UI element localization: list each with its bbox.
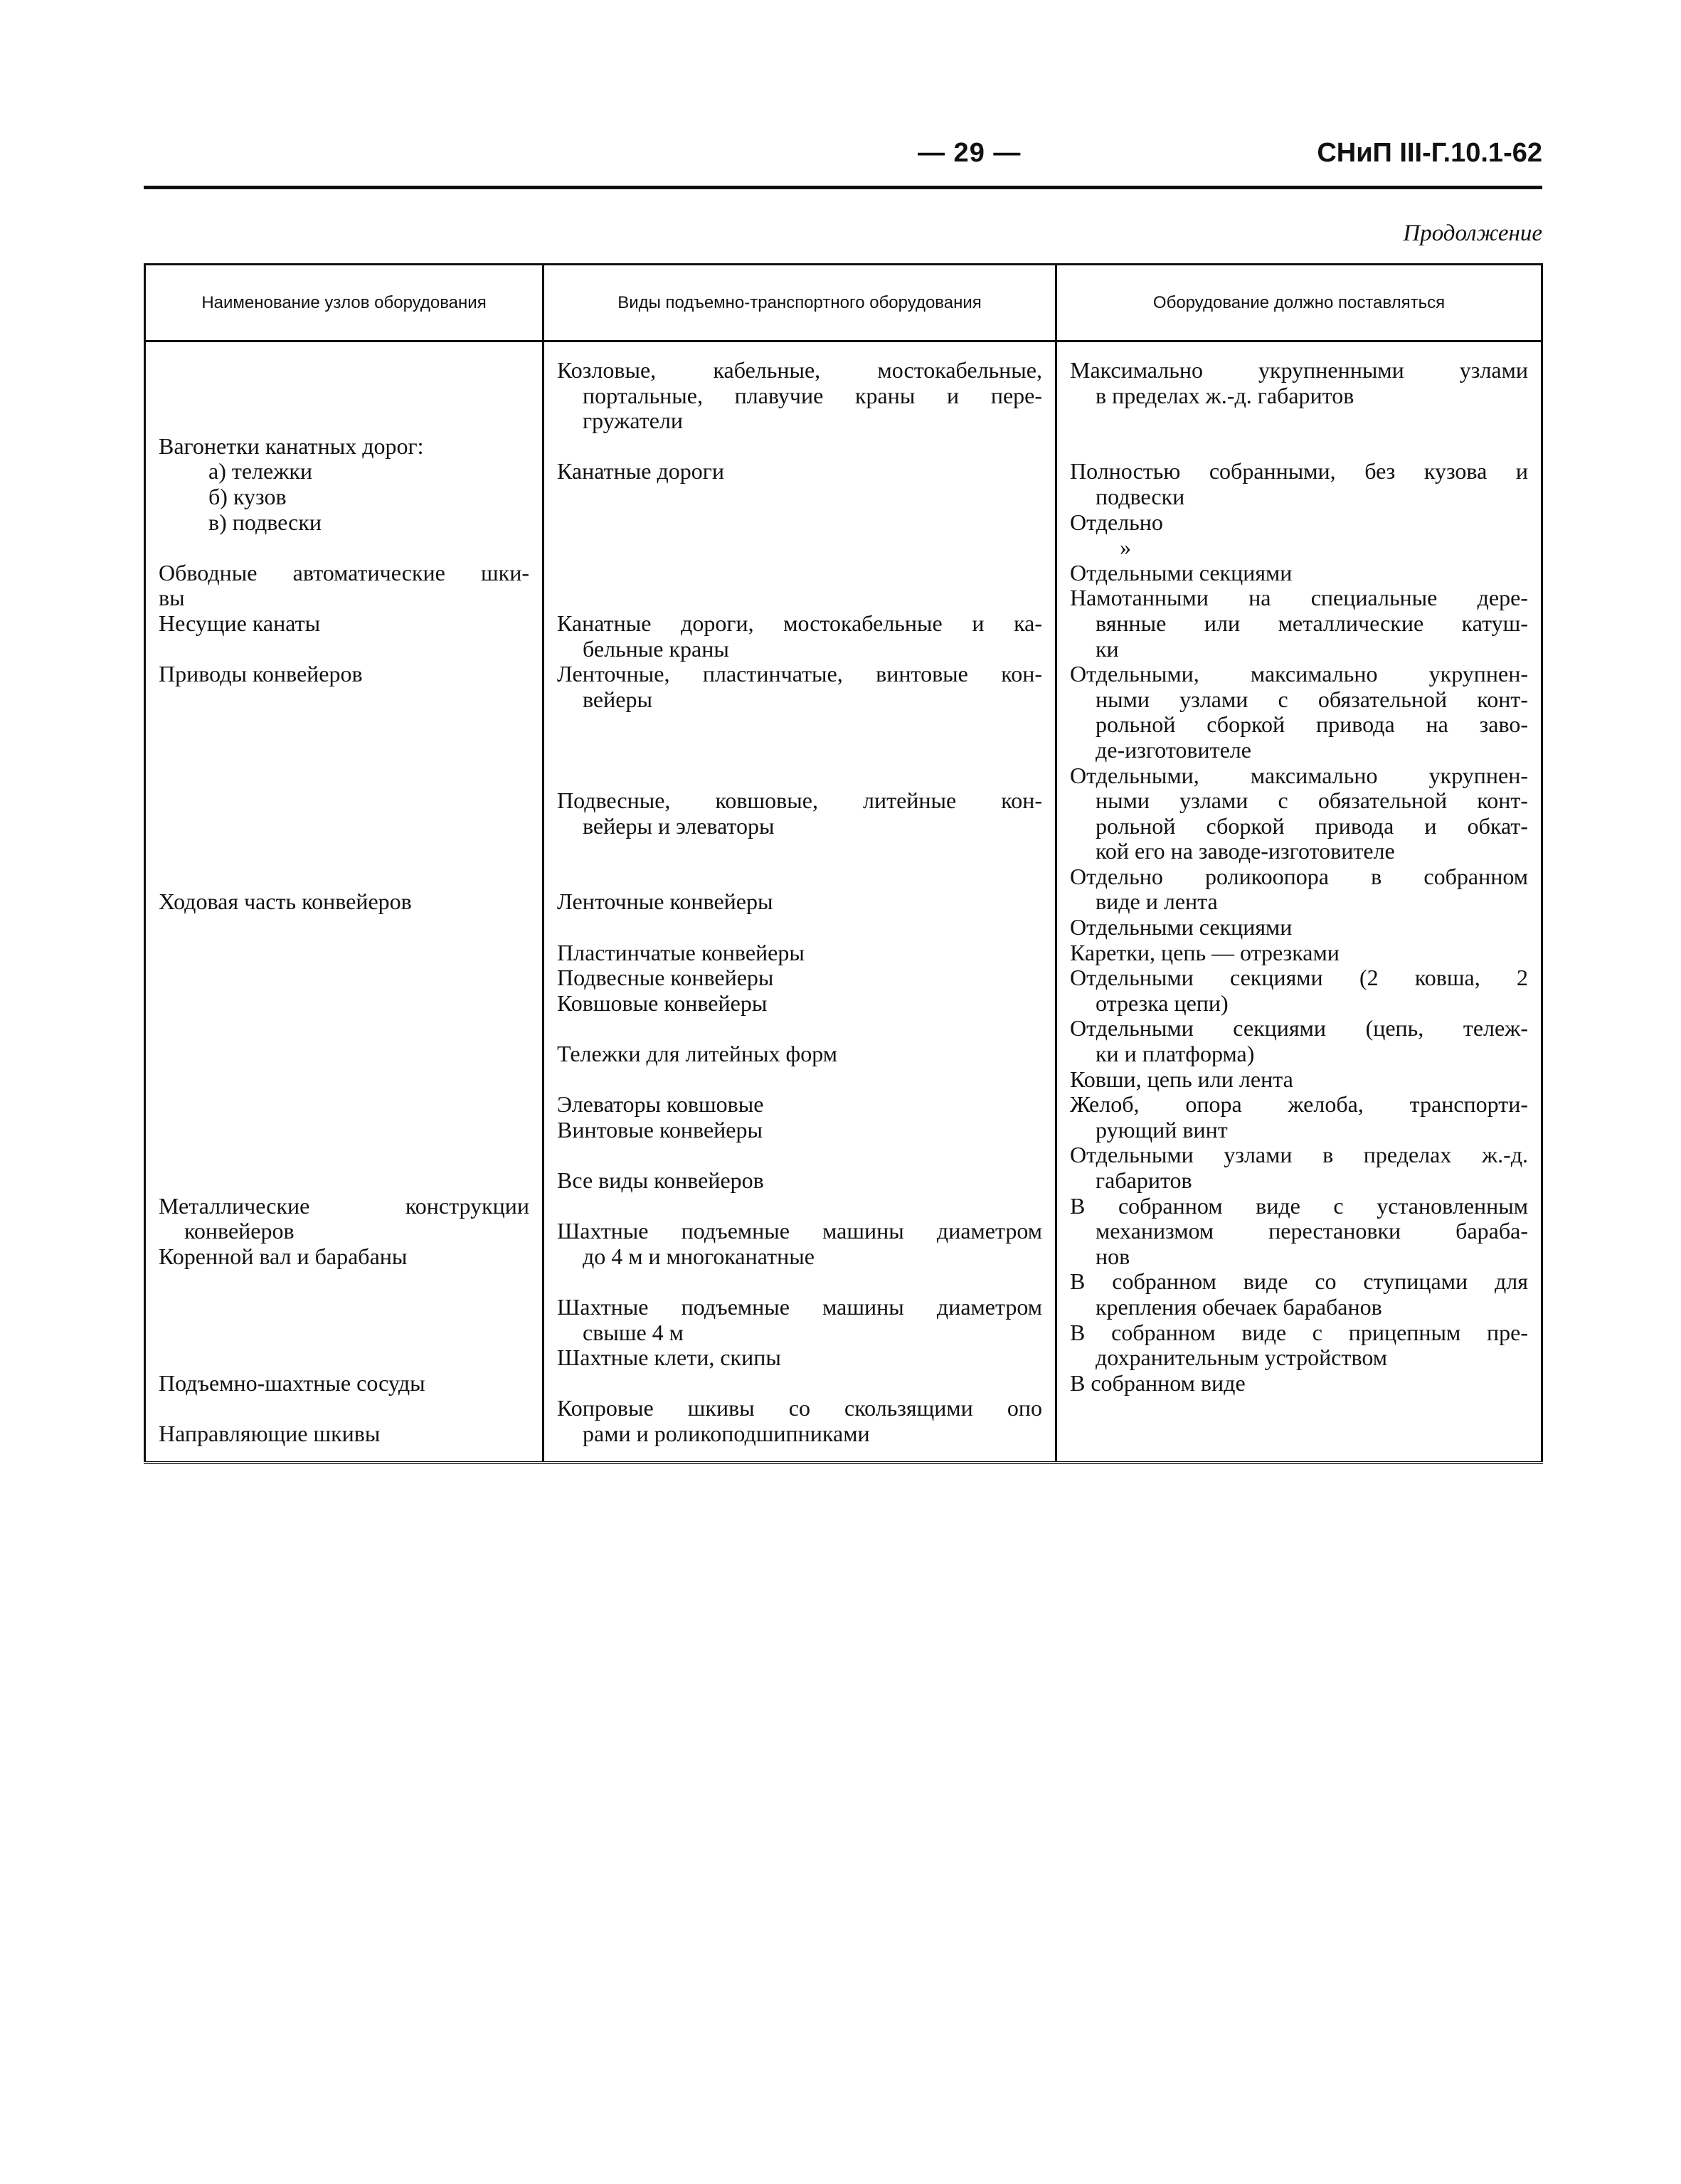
- word: кузова: [1423, 458, 1488, 484]
- word: пластинчатые,: [702, 661, 843, 687]
- word: плавучие: [734, 382, 824, 408]
- unit-name-line: [159, 940, 529, 966]
- delivery-form-line: [1070, 1269, 1528, 1295]
- word: машины: [822, 1218, 904, 1244]
- equipment-type-line: [557, 561, 1042, 586]
- word: с: [1333, 1192, 1344, 1219]
- unit-name-line: [159, 561, 529, 586]
- delivery-form-line: [1070, 1092, 1528, 1118]
- delivery-form-line: [1070, 712, 1528, 738]
- unit-name-line: Коренной вал и барабаны: [159, 1243, 408, 1269]
- word: собранном: [1112, 1268, 1216, 1295]
- delivery-form-line: де-изготовителе: [1096, 736, 1251, 763]
- word: для: [1495, 1268, 1528, 1295]
- equipment-type-line: свыше 4 м: [583, 1319, 684, 1345]
- delivery-form-line: Отдельными секциями: [1070, 559, 1293, 585]
- word: металлические: [1278, 610, 1424, 636]
- word: кон-: [1001, 661, 1042, 687]
- unit-name-line: [159, 965, 529, 991]
- equipment-type-line: бельные краны: [583, 635, 729, 662]
- equipment-type-line: [557, 1194, 1042, 1219]
- equipment-type-line: [557, 383, 1042, 409]
- word: укрупнен-: [1428, 661, 1528, 687]
- unit-name-line: [159, 358, 529, 383]
- unit-name-line: [159, 535, 529, 561]
- word: обязательной: [1317, 686, 1448, 712]
- delivery-form-line: габаритов: [1096, 1167, 1192, 1193]
- equipment-type-line: [557, 738, 1042, 763]
- word: кабельные,: [713, 357, 821, 383]
- unit-name-line: Несущие канаты: [159, 610, 321, 636]
- word: рольной: [1096, 711, 1176, 738]
- word: виде: [1243, 1268, 1288, 1295]
- delivery-form-line: [1070, 864, 1528, 890]
- delivery-form-line: [1070, 408, 1528, 434]
- word: Канатные: [557, 610, 652, 636]
- word: Шахтные: [557, 1293, 649, 1320]
- unit-name-line: [159, 788, 529, 814]
- word: мостокабельные: [783, 610, 943, 636]
- unit-name-line: [159, 712, 529, 738]
- word: В: [1070, 1268, 1086, 1295]
- unit-name-line: [159, 1143, 529, 1168]
- delivery-form-line: [1070, 662, 1528, 687]
- equipment-type-line: рами и роликоподшипниками: [583, 1420, 870, 1446]
- word: укрупнен-: [1428, 762, 1528, 788]
- word: опо: [1007, 1395, 1042, 1421]
- equipment-type-line: [557, 788, 1042, 814]
- word: краны: [855, 382, 916, 408]
- word: (2: [1359, 965, 1379, 991]
- unit-name-line: [159, 1016, 529, 1041]
- word: желоба,: [1288, 1091, 1364, 1118]
- unit-name-line: [159, 408, 529, 434]
- delivery-form-line: Ковши, цепь или лента: [1070, 1066, 1293, 1092]
- word: дере-: [1477, 585, 1528, 611]
- delivery-form-line: Каретки, цепь — отрезками: [1070, 939, 1340, 965]
- word: максимально: [1250, 762, 1378, 788]
- word: с: [1312, 1319, 1322, 1345]
- word: транспорти-: [1409, 1091, 1528, 1118]
- word: Козловые,: [557, 357, 657, 383]
- equipment-type-line: [557, 484, 1042, 510]
- delivery-form-line: кой его на заводе-изготовителе: [1096, 838, 1395, 864]
- equipment-type-line: до 4 м и многоканатные: [583, 1243, 815, 1269]
- word: бараба-: [1455, 1218, 1528, 1244]
- equipment-type-line: Винтовые конвейеры: [557, 1116, 763, 1143]
- equipment-type-line: [557, 611, 1042, 637]
- delivery-form-line: [1070, 788, 1528, 814]
- word: ковшовые,: [715, 788, 818, 814]
- word: Отдельными,: [1070, 661, 1199, 687]
- column-equipment-types: [543, 341, 1056, 1463]
- unit-name-line: [159, 991, 529, 1017]
- word: обязательной: [1317, 788, 1448, 814]
- word: диаметром: [936, 1218, 1042, 1244]
- word: в: [1322, 1142, 1334, 1168]
- word: Шахтные: [557, 1218, 649, 1244]
- equipment-type-line: [557, 1371, 1042, 1396]
- word: узлами: [1179, 788, 1248, 814]
- word: шки-: [481, 559, 529, 585]
- word: В: [1070, 1319, 1086, 1345]
- equipment-type-line: Шахтные клети, скипы: [557, 1345, 781, 1371]
- equipment-type-line: [557, 535, 1042, 561]
- unit-name-line: [159, 839, 529, 864]
- unit-name-line: [159, 1295, 529, 1320]
- equipment-type-line: [557, 510, 1042, 536]
- word: узлами: [1179, 686, 1248, 712]
- word: Отдельными: [1070, 1142, 1194, 1168]
- equipment-type-line: [557, 864, 1042, 890]
- word: Ленточные,: [557, 661, 670, 687]
- table-header-row: [145, 265, 1542, 341]
- unit-name-line: Вагонетки канатных дорог:: [159, 433, 424, 459]
- word: машины: [822, 1293, 904, 1320]
- unit-name-line: [159, 1067, 529, 1093]
- word: рольной: [1096, 812, 1176, 839]
- word: максимально: [1250, 661, 1378, 687]
- equipment-type-line: вейеры: [583, 686, 652, 712]
- word: укрупненными: [1258, 357, 1404, 383]
- word: с: [1278, 686, 1288, 712]
- equipment-type-line: гружатели: [583, 408, 684, 434]
- word: собранном: [1118, 1192, 1223, 1219]
- unit-name-line: [159, 864, 529, 890]
- word: В: [1070, 1192, 1086, 1219]
- equipment-type-line: [557, 585, 1042, 611]
- equipment-type-line: Подвесные конвейеры: [557, 965, 774, 991]
- delivery-form-line: В собранном виде: [1070, 1369, 1246, 1396]
- unit-name-line: [159, 1269, 529, 1295]
- equipment-delivery-table: [144, 263, 1543, 1464]
- header-equipment-type: Виды подъемно-транспортного оборудования: [543, 265, 1056, 341]
- delivery-form-line: Отдельными секциями: [1070, 914, 1293, 940]
- unit-names-list: [146, 342, 542, 1461]
- word: конт-: [1477, 686, 1528, 712]
- table-body-row: [145, 341, 1542, 1463]
- word: ступицами: [1363, 1268, 1468, 1295]
- word: конт-: [1477, 788, 1528, 814]
- delivery-form-line: Отдельно: [1070, 509, 1163, 535]
- column-unit-names: [145, 341, 543, 1463]
- unit-name-line: [159, 1396, 529, 1421]
- unit-name-line: [159, 915, 529, 940]
- delivery-form-line: [1070, 1320, 1528, 1346]
- word: Полностью: [1070, 458, 1181, 484]
- word: Подвесные,: [557, 788, 671, 814]
- word: Копровые: [557, 1395, 654, 1421]
- equipment-type-line: Все виды конвейеров: [557, 1167, 764, 1193]
- header-unit-name: Наименование узлов оборудования: [145, 265, 543, 341]
- unit-name-line: в) подвески: [208, 509, 322, 535]
- word: винтовые: [876, 661, 968, 687]
- equipment-type-line: вейеры и элеваторы: [583, 812, 775, 839]
- word: Отдельными: [1070, 1015, 1194, 1041]
- word: пере-: [990, 382, 1042, 408]
- equipment-type-line: Канатные дороги: [557, 458, 724, 484]
- word: конструкции: [405, 1192, 529, 1219]
- word: на: [1426, 711, 1448, 738]
- unit-name-line: [159, 1168, 529, 1194]
- equipment-type-line: [557, 712, 1042, 738]
- delivery-form-line: [1070, 1143, 1528, 1168]
- delivery-form-line: »: [1120, 534, 1131, 561]
- word: установленным: [1377, 1192, 1528, 1219]
- word: Отдельными,: [1070, 762, 1199, 788]
- word: Обводные: [159, 559, 258, 585]
- delivery-form-line: [1070, 687, 1528, 713]
- word: опора: [1185, 1091, 1242, 1118]
- word: заво-: [1479, 711, 1528, 738]
- equipment-type-line: [557, 358, 1042, 383]
- word: ными: [1096, 686, 1150, 712]
- word: с: [1278, 788, 1288, 814]
- unit-name-line: Направляющие шкивы: [159, 1420, 381, 1446]
- equipment-type-line: [557, 1016, 1042, 1041]
- word: или: [1204, 610, 1241, 636]
- equipment-type-line: [557, 915, 1042, 940]
- delivery-form-line: [1070, 965, 1528, 991]
- word: катуш-: [1461, 610, 1528, 636]
- unit-name-line: Ходовая часть конвейеров: [159, 889, 412, 915]
- word: привода: [1315, 812, 1394, 839]
- word: тележ-: [1463, 1015, 1528, 1041]
- delivery-form-line: [1070, 1219, 1528, 1244]
- word: со: [788, 1395, 810, 1421]
- page-number: — 29 —: [918, 138, 1022, 168]
- delivery-form-line: отрезка цепи): [1096, 990, 1229, 1016]
- equipment-type-line: [557, 839, 1042, 864]
- equipment-type-line: [557, 662, 1042, 687]
- word: на: [1248, 585, 1271, 611]
- word: привода: [1315, 711, 1395, 738]
- unit-name-line: [159, 1041, 529, 1067]
- delivery-form-line: [1070, 611, 1528, 637]
- word: роликоопора: [1205, 863, 1329, 889]
- word: собранном: [1111, 1319, 1216, 1345]
- equipment-type-line: Пластинчатые конвейеры: [557, 939, 805, 965]
- word: мостокабельные,: [877, 357, 1042, 383]
- word: пределах: [1363, 1142, 1452, 1168]
- word: секциями: [1229, 965, 1323, 991]
- delivery-form-line: [1070, 763, 1528, 789]
- word: и: [1515, 458, 1528, 484]
- equipment-type-line: [557, 1295, 1042, 1320]
- word: в: [1371, 863, 1382, 889]
- equipment-type-line: [557, 1067, 1042, 1093]
- unit-name-line: а) тележки: [208, 458, 312, 484]
- page-header: [144, 135, 1542, 192]
- delivery-form-line: нов: [1096, 1243, 1130, 1269]
- word: собранном: [1423, 863, 1528, 889]
- word: перестановки: [1268, 1218, 1401, 1244]
- word: скользящими: [844, 1395, 973, 1421]
- word: Намотанными: [1070, 585, 1209, 611]
- word: (цепь,: [1365, 1015, 1424, 1041]
- unit-name-line: конвейеров: [184, 1218, 295, 1244]
- word: сборкой: [1206, 812, 1285, 839]
- delivery-form-line: [1070, 814, 1528, 839]
- word: автоматические: [292, 559, 445, 585]
- unit-name-line: [159, 687, 529, 713]
- word: собранными,: [1209, 458, 1336, 484]
- unit-name-line: [159, 814, 529, 839]
- word: узлами: [1224, 1142, 1293, 1168]
- word: кон-: [1001, 788, 1042, 814]
- unit-name-line: вы: [159, 585, 185, 611]
- delivery-form-line: [1070, 1016, 1528, 1041]
- equipment-type-line: Тележки для литейных форм: [557, 1041, 837, 1067]
- unit-name-line: [159, 763, 529, 789]
- word: 2: [1517, 965, 1528, 991]
- equipment-type-line: [557, 763, 1042, 789]
- unit-name-line: [159, 637, 529, 662]
- unit-name-line: [159, 1345, 529, 1371]
- header-delivery-form: Оборудование должно поставляться: [1056, 265, 1542, 341]
- word: и: [972, 610, 985, 636]
- word: узлами: [1459, 357, 1528, 383]
- word: и: [947, 382, 960, 408]
- equipment-type-line: [557, 1396, 1042, 1421]
- word: Отдельно: [1070, 863, 1163, 889]
- word: виде: [1256, 1192, 1300, 1219]
- delivery-forms-list: [1057, 342, 1541, 1410]
- word: ковша,: [1414, 965, 1480, 991]
- header-rule: [144, 186, 1542, 189]
- word: Желоб,: [1070, 1091, 1140, 1118]
- delivery-form-line: подвески: [1096, 483, 1185, 509]
- word: Металлические: [159, 1192, 310, 1219]
- word: и: [1424, 812, 1437, 839]
- word: литейные: [863, 788, 957, 814]
- delivery-form-line: виде и лента: [1096, 889, 1218, 915]
- word: механизмом: [1096, 1218, 1214, 1244]
- unit-name-line: Приводы конвейеров: [159, 661, 363, 687]
- equipment-type-line: [557, 1143, 1042, 1168]
- word: диаметром: [936, 1293, 1042, 1320]
- word: со: [1315, 1268, 1337, 1295]
- unit-name-line: [159, 1092, 529, 1118]
- equipment-types-list: [544, 342, 1055, 1461]
- delivery-form-line: [1070, 434, 1528, 460]
- word: без: [1364, 458, 1396, 484]
- delivery-form-line: в пределах ж.-д. габаритов: [1096, 382, 1354, 408]
- word: шкивы: [687, 1395, 755, 1421]
- word: обкат-: [1467, 812, 1528, 839]
- word: сборкой: [1207, 711, 1285, 738]
- word: дороги,: [681, 610, 754, 636]
- equipment-type-line: Ковшовые конвейеры: [557, 990, 768, 1016]
- delivery-form-line: [1070, 1194, 1528, 1219]
- delivery-form-line: ки: [1096, 635, 1119, 662]
- equipment-type-line: [557, 1219, 1042, 1244]
- word: Максимально: [1070, 357, 1203, 383]
- word: прицепным: [1348, 1319, 1461, 1345]
- word: портальные,: [583, 382, 703, 408]
- unit-name-line: Подъемно-шахтные сосуды: [159, 1369, 425, 1396]
- word: вянные: [1096, 610, 1167, 636]
- delivery-form-line: ки и платформа): [1096, 1041, 1255, 1067]
- document-code: СНиП III-Г.10.1-62: [1317, 138, 1542, 168]
- word: ка-: [1014, 610, 1042, 636]
- word: подъемные: [681, 1218, 790, 1244]
- unit-name-line: б) кузов: [208, 483, 287, 509]
- delivery-form-line: [1070, 585, 1528, 611]
- delivery-form-line: [1070, 358, 1528, 383]
- equipment-type-line: [557, 434, 1042, 460]
- delivery-form-line: дохранительным устройством: [1096, 1345, 1387, 1371]
- equipment-type-line: Ленточные конвейеры: [557, 889, 773, 915]
- continuation-label: Продолжение: [1403, 221, 1542, 246]
- delivery-form-line: рующий винт: [1096, 1116, 1228, 1143]
- unit-name-line: [159, 738, 529, 763]
- equipment-type-line: Элеваторы ковшовые: [557, 1091, 764, 1118]
- unit-name-line: [159, 1320, 529, 1346]
- delivery-form-line: [1070, 459, 1528, 484]
- word: ж.-д.: [1481, 1142, 1528, 1168]
- word: виде: [1241, 1319, 1287, 1345]
- unit-name-line: [159, 1194, 529, 1219]
- word: пре-: [1487, 1319, 1528, 1345]
- delivery-form-line: крепления обечаек барабанов: [1096, 1293, 1382, 1320]
- word: секциями: [1233, 1015, 1326, 1041]
- unit-name-line: [159, 1118, 529, 1143]
- unit-name-line: [159, 383, 529, 409]
- word: Отдельными: [1070, 965, 1194, 991]
- word: специальные: [1310, 585, 1438, 611]
- word: ными: [1096, 788, 1150, 814]
- equipment-type-line: [557, 1269, 1042, 1295]
- column-delivery-forms: [1056, 341, 1542, 1463]
- word: подъемные: [681, 1293, 790, 1320]
